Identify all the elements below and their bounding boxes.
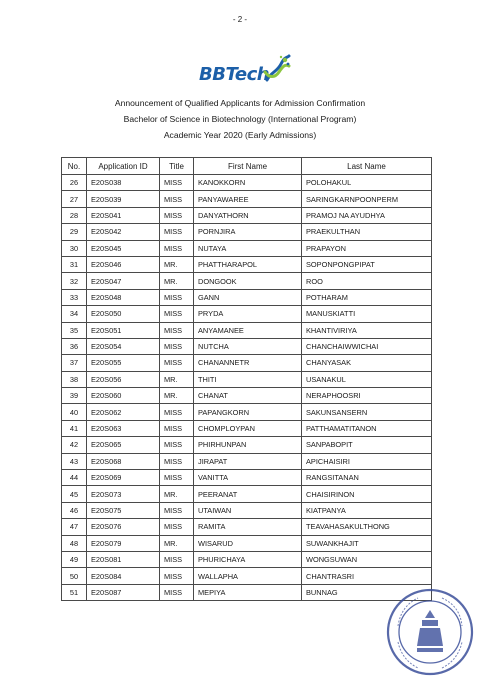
cell-no: 39 — [62, 388, 87, 404]
cell-last-name: KIATPANYA — [302, 502, 432, 518]
cell-application-id: E20S039 — [87, 191, 160, 207]
table-row — [62, 470, 432, 486]
cell-last-name: SUWANKHAJIT — [302, 535, 432, 551]
cell-last-name: PRAMOJ NA AYUDHYA — [302, 207, 432, 223]
cell-last-name: BUNNAG — [302, 584, 432, 600]
cell-title: MISS — [160, 207, 194, 223]
cell-last-name: TEAVAHASAKULTHONG — [302, 519, 432, 535]
cell-last-name: SARINGKARNPOONPERM — [302, 191, 432, 207]
cell-no: 33 — [62, 289, 87, 305]
table-row — [62, 355, 432, 371]
table-row — [62, 535, 432, 551]
cell-first-name: PHIRHUNPAN — [194, 437, 302, 453]
cell-title: MISS — [160, 240, 194, 256]
cell-title: MISS — [160, 453, 194, 469]
cell-last-name: RANGSITANAN — [302, 470, 432, 486]
cell-first-name: JIRAPAT — [194, 453, 302, 469]
table-row — [62, 404, 432, 420]
cell-application-id: E20S075 — [87, 502, 160, 518]
cell-application-id: E20S050 — [87, 306, 160, 322]
cell-first-name: PEERANAT — [194, 486, 302, 502]
table-row — [62, 338, 432, 354]
table-row — [62, 486, 432, 502]
cell-no: 36 — [62, 338, 87, 354]
cell-title: MR. — [160, 486, 194, 502]
cell-application-id: E20S062 — [87, 404, 160, 420]
cell-title: MISS — [160, 355, 194, 371]
cell-title: MISS — [160, 519, 194, 535]
cell-application-id: E20S041 — [87, 207, 160, 223]
cell-first-name: RAMITA — [194, 519, 302, 535]
cell-no: 38 — [62, 371, 87, 387]
table-row — [62, 502, 432, 518]
table-row — [62, 519, 432, 535]
cell-last-name: APICHAISIRI — [302, 453, 432, 469]
table-row — [62, 306, 432, 322]
column-header-last-name: Last Name — [302, 158, 432, 175]
cell-title: MISS — [160, 404, 194, 420]
cell-no: 49 — [62, 551, 87, 567]
table-row — [62, 388, 432, 404]
cell-title: MISS — [160, 584, 194, 600]
table-row — [62, 191, 432, 207]
cell-application-id: E20S073 — [87, 486, 160, 502]
university-seal-icon — [384, 586, 476, 678]
cell-last-name: USANAKUL — [302, 371, 432, 387]
cell-no: 34 — [62, 306, 87, 322]
cell-application-id: E20S045 — [87, 240, 160, 256]
cell-application-id: E20S063 — [87, 420, 160, 436]
cell-application-id: E20S076 — [87, 519, 160, 535]
cell-last-name: PRAPAYON — [302, 240, 432, 256]
cell-title: MISS — [160, 470, 194, 486]
cell-title: MISS — [160, 338, 194, 354]
cell-application-id: E20S056 — [87, 371, 160, 387]
cell-title: MISS — [160, 420, 194, 436]
cell-application-id: E20S084 — [87, 568, 160, 584]
cell-no: 37 — [62, 355, 87, 371]
cell-title: MISS — [160, 224, 194, 240]
cell-first-name: WALLAPHA — [194, 568, 302, 584]
cell-no: 51 — [62, 584, 87, 600]
table-row — [62, 371, 432, 387]
cell-first-name: CHANANNETR — [194, 355, 302, 371]
cell-first-name: PANYAWAREE — [194, 191, 302, 207]
cell-no: 48 — [62, 535, 87, 551]
cell-no: 42 — [62, 437, 87, 453]
cell-last-name: SOPONPONGPIPAT — [302, 256, 432, 272]
cell-application-id: E20S038 — [87, 175, 160, 191]
bbtech-logo — [199, 54, 293, 88]
cell-title: MISS — [160, 191, 194, 207]
cell-last-name: PRAEKULTHAN — [302, 224, 432, 240]
cell-title: MISS — [160, 437, 194, 453]
cell-first-name: PRYDA — [194, 306, 302, 322]
cell-application-id: E20S048 — [87, 289, 160, 305]
cell-first-name: GANN — [194, 289, 302, 305]
cell-no: 31 — [62, 256, 87, 272]
cell-application-id: E20S069 — [87, 470, 160, 486]
cell-application-id: E20S065 — [87, 437, 160, 453]
cell-title: MISS — [160, 289, 194, 305]
table-row — [62, 420, 432, 436]
cell-title: MISS — [160, 306, 194, 322]
cell-no: 40 — [62, 404, 87, 420]
cell-first-name: NUTCHA — [194, 338, 302, 354]
cell-first-name: PHATTHARAPOL — [194, 256, 302, 272]
page-number: - 2 - — [232, 15, 248, 24]
cell-no: 43 — [62, 453, 87, 469]
cell-title: MR. — [160, 371, 194, 387]
cell-last-name: POLOHAKUL — [302, 175, 432, 191]
table-row — [62, 256, 432, 272]
table-header-row — [62, 158, 432, 175]
cell-title: MR. — [160, 388, 194, 404]
cell-first-name: NUTAYA — [194, 240, 302, 256]
cell-first-name: PORNJIRA — [194, 224, 302, 240]
table-row — [62, 224, 432, 240]
cell-last-name: KHANTIVIRIYA — [302, 322, 432, 338]
cell-last-name: NERAPHOOSRI — [302, 388, 432, 404]
table-row — [62, 273, 432, 289]
table-row — [62, 175, 432, 191]
cell-first-name: CHANAT — [194, 388, 302, 404]
table-row — [62, 322, 432, 338]
cell-title: MR. — [160, 273, 194, 289]
table-row — [62, 584, 432, 600]
cell-first-name: MEPIYA — [194, 584, 302, 600]
cell-last-name: SAKUNSANSERN — [302, 404, 432, 420]
cell-application-id: E20S055 — [87, 355, 160, 371]
cell-title: MISS — [160, 568, 194, 584]
cell-no: 26 — [62, 175, 87, 191]
cell-application-id: E20S087 — [87, 584, 160, 600]
cell-first-name: DONGOOK — [194, 273, 302, 289]
column-header-application-id: Application ID — [87, 158, 160, 175]
cell-application-id: E20S051 — [87, 322, 160, 338]
cell-last-name: SANPABOPIT — [302, 437, 432, 453]
cell-no: 35 — [62, 322, 87, 338]
cell-title: MR. — [160, 535, 194, 551]
cell-first-name: PHURICHAYA — [194, 551, 302, 567]
cell-last-name: MANUSKIATTI — [302, 306, 432, 322]
cell-no: 29 — [62, 224, 87, 240]
cell-title: MISS — [160, 322, 194, 338]
table-row — [62, 437, 432, 453]
cell-application-id: E20S079 — [87, 535, 160, 551]
column-header-title: Title — [160, 158, 194, 175]
cell-no: 30 — [62, 240, 87, 256]
logo-text: BBTech — [199, 64, 270, 85]
table-row — [62, 207, 432, 223]
cell-no: 27 — [62, 191, 87, 207]
cell-first-name: THITI — [194, 371, 302, 387]
cell-title: MISS — [160, 551, 194, 567]
cell-application-id: E20S068 — [87, 453, 160, 469]
cell-last-name: CHANCHAIWWICHAI — [302, 338, 432, 354]
cell-last-name: POTHARAM — [302, 289, 432, 305]
cell-first-name: ANYAMANEE — [194, 322, 302, 338]
cell-no: 46 — [62, 502, 87, 518]
cell-first-name: DANYATHORN — [194, 207, 302, 223]
cell-application-id: E20S042 — [87, 224, 160, 240]
cell-first-name: UTAIWAN — [194, 502, 302, 518]
cell-no: 28 — [62, 207, 87, 223]
cell-application-id: E20S081 — [87, 551, 160, 567]
cell-first-name: WISARUD — [194, 535, 302, 551]
cell-last-name: PATTHAMATITANON — [302, 420, 432, 436]
cell-first-name: KANOKKORN — [194, 175, 302, 191]
cell-title: MISS — [160, 175, 194, 191]
cell-title: MR. — [160, 256, 194, 272]
cell-title: MISS — [160, 502, 194, 518]
cell-first-name: VANITTA — [194, 470, 302, 486]
cell-last-name: CHANYASAK — [302, 355, 432, 371]
cell-no: 50 — [62, 568, 87, 584]
dna-helix-icon — [261, 54, 293, 86]
cell-last-name: WONGSUWAN — [302, 551, 432, 567]
cell-application-id: E20S046 — [87, 256, 160, 272]
column-header-no: No. — [62, 158, 87, 175]
cell-last-name: ROO — [302, 273, 432, 289]
cell-no: 32 — [62, 273, 87, 289]
cell-last-name: CHANTRASRI — [302, 568, 432, 584]
table-row — [62, 240, 432, 256]
table-row — [62, 551, 432, 567]
program-title: Bachelor of Science in Biotechnology (International Program) — [123, 114, 357, 124]
cell-application-id: E20S054 — [87, 338, 160, 354]
cell-no: 41 — [62, 420, 87, 436]
announcement-title: Announcement of Qualified Applicants for Admission Confirmation — [114, 98, 366, 108]
cell-no: 47 — [62, 519, 87, 535]
cell-no: 45 — [62, 486, 87, 502]
table-row — [62, 289, 432, 305]
cell-application-id: E20S060 — [87, 388, 160, 404]
applicants-table — [61, 157, 432, 601]
table-row — [62, 453, 432, 469]
column-header-first-name: First Name — [194, 158, 302, 175]
cell-first-name: PAPANGKORN — [194, 404, 302, 420]
academic-year: Academic Year 2020 (Early Admissions) — [163, 130, 317, 140]
table-row — [62, 568, 432, 584]
cell-first-name: CHOMPLOYPAN — [194, 420, 302, 436]
cell-no: 44 — [62, 470, 87, 486]
cell-application-id: E20S047 — [87, 273, 160, 289]
cell-last-name: CHAISIRINON — [302, 486, 432, 502]
